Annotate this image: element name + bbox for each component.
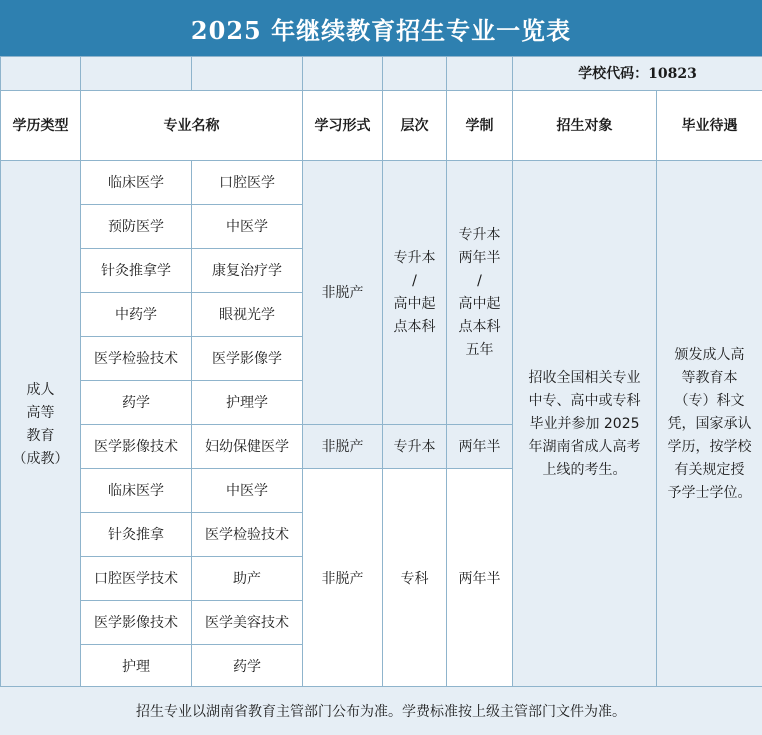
major-cell: 中医学 (192, 469, 303, 513)
major-cell: 医学影像技术 (81, 601, 192, 645)
major-cell: 妇幼保健医学 (192, 425, 303, 469)
major-cell: 中药学 (81, 293, 192, 337)
major-cell: 针灸推拿学 (81, 249, 192, 293)
level-cell: 专科 (383, 469, 447, 689)
footer-note: 招生专业以湖南省教育主管部门公布为准。学费标准按上级主管部门文件为准。 (0, 686, 762, 735)
study-form-cell: 非脱产 (303, 425, 383, 469)
target-text: 招收全国相关专业 中专、高中或专科 毕业并参加 2025 年湖南省成人高考 上线的考生。 (513, 367, 656, 482)
major-cell: 中医学 (192, 205, 303, 249)
major-cell: 临床医学 (81, 161, 192, 205)
school-code: 学校代码：10823 (513, 57, 762, 91)
target-cell (513, 161, 657, 689)
major-cell: 医学检验技术 (81, 337, 192, 381)
duration-cell: 两年半 (447, 425, 513, 469)
major-cell: 医学美容技术 (192, 601, 303, 645)
duration-cell (447, 161, 513, 425)
blank-top-row (1, 57, 762, 91)
major-cell: 助产 (192, 557, 303, 601)
major-cell: 针灸推拿 (81, 513, 192, 557)
level-cell (383, 161, 447, 425)
major-cell: 眼视光学 (192, 293, 303, 337)
benefits-text: 颁发成人高 等教育本 （专）科文 凭，国家承认 学历，按学校 有关规定授 予学士学位。 (657, 344, 762, 505)
blank-cell (81, 57, 192, 91)
major-cell: 医学检验技术 (192, 513, 303, 557)
header-major-name: 专业名称 (81, 91, 303, 161)
header-benefits: 毕业待遇 (657, 91, 762, 161)
major-cell: 医学影像技术 (81, 425, 192, 469)
blank-cell (383, 57, 447, 91)
header-row (1, 91, 762, 161)
study-form-cell: 非脱产 (303, 161, 383, 425)
major-cell: 康复治疗学 (192, 249, 303, 293)
benefits-cell (657, 161, 762, 689)
study-form-cell: 非脱产 (303, 469, 383, 689)
page-title: 2025 年继续教育招生专业一览表 (0, 0, 762, 56)
level-text: 专升本 / 高中起 点本科 (383, 247, 446, 339)
major-cell: 护理学 (192, 381, 303, 425)
edu-type-value (1, 161, 81, 689)
blank-cell (192, 57, 303, 91)
major-cell: 口腔医学技术 (81, 557, 192, 601)
header-study-form: 学习形式 (303, 91, 383, 161)
edu-type-text: 成人 高等 教育 （成教） (1, 379, 80, 471)
blank-cell (1, 57, 81, 91)
table-row (1, 161, 762, 205)
header-level: 层次 (383, 91, 447, 161)
major-cell: 药学 (81, 381, 192, 425)
major-cell: 护理 (81, 645, 192, 689)
header-duration: 学制 (447, 91, 513, 161)
level-cell: 专升本 (383, 425, 447, 469)
major-cell: 临床医学 (81, 469, 192, 513)
major-cell: 药学 (192, 645, 303, 689)
major-cell: 口腔医学 (192, 161, 303, 205)
blank-cell (447, 57, 513, 91)
duration-cell: 两年半 (447, 469, 513, 689)
blank-cell (303, 57, 383, 91)
majors-table (0, 56, 762, 689)
major-cell: 预防医学 (81, 205, 192, 249)
header-target: 招生对象 (513, 91, 657, 161)
duration-text: 专升本 两年半 / 高中起 点本科 五年 (447, 224, 512, 362)
header-edu-type: 学历类型 (1, 91, 81, 161)
major-cell: 医学影像学 (192, 337, 303, 381)
